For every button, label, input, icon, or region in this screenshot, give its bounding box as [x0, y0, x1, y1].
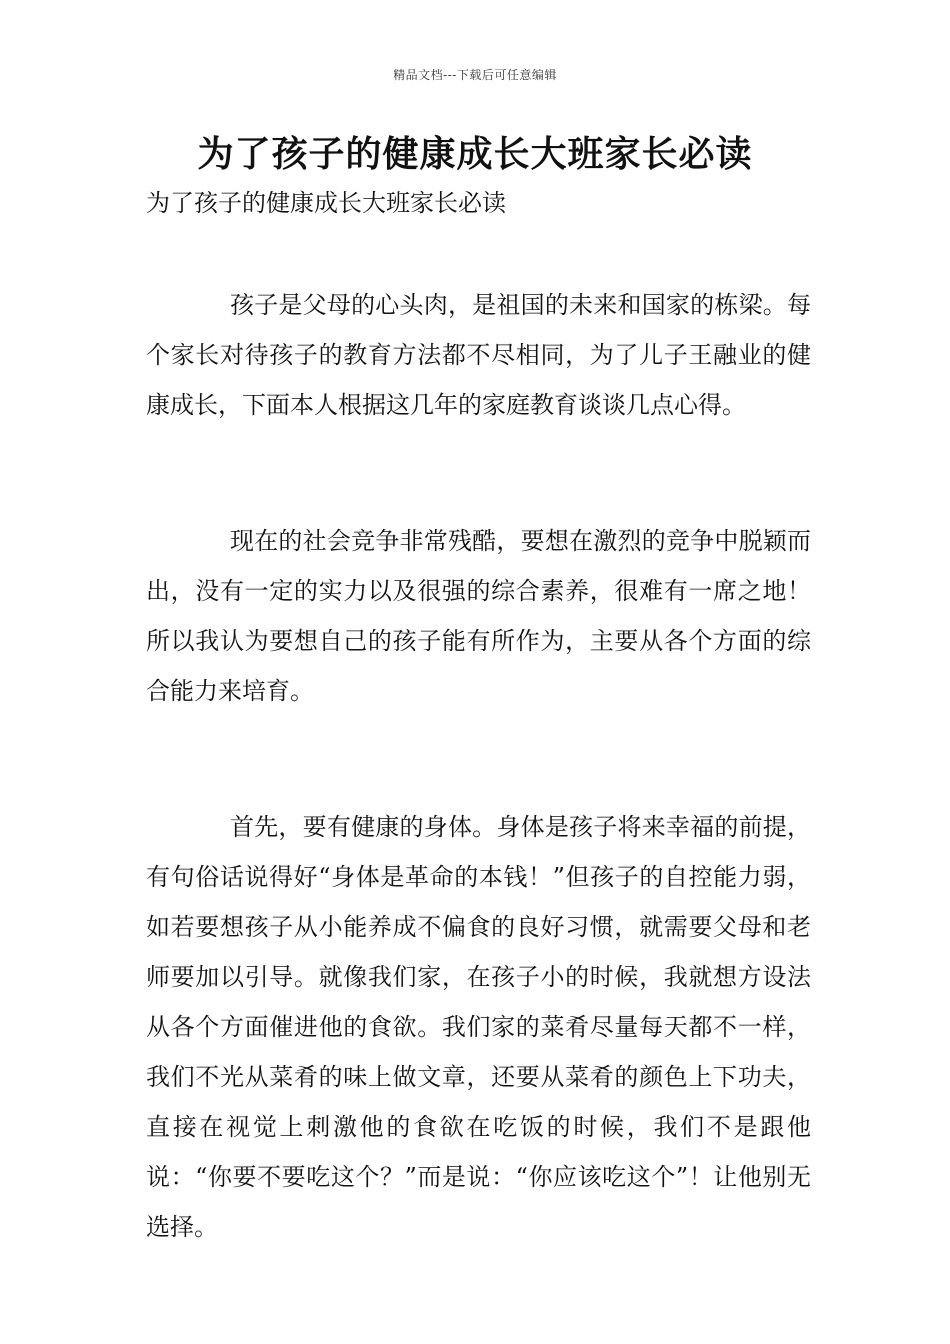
document-title: 为了孩子的健康成长大班家长必读: [197, 134, 753, 175]
page-header: 精品文档---下载后可任意编辑: [393, 68, 557, 82]
document-subtitle: 为了孩子的健康成长大班家长必读: [146, 189, 506, 217]
document-body: [146, 280, 811, 1252]
paragraph-2: 现在的社会竞争非常残酷，要想在激烈的竞争中脱颖而出，没有一定的实力以及很强的综合素养，很难有一席之地！所以我认为要想自己的孩子能有所作为，主要从各个方面的综合能力来培育。: [146, 527, 811, 705]
paragraph-1: 孩子是父母的心头肉，是祖国的未来和国家的栋梁。每个家长对待孩子的教育方法都不尽相同，为了儿子王融业的健康成长，下面本人根据这几年的家庭教育谈谈几点心得。: [146, 291, 811, 419]
paragraph-3: 首先，要有健康的身体。身体是孩子将来幸福的前提，有句俗话说得好“身体是革命的本钱！”但孩子的自控能力弱，如若要想孩子从小能养成不偏食的良好习惯，就需要父母和老师要加以引导。就像我们家，在孩子小的时候，我就想方设法从各个方面催进他的食欲。我们家的菜肴尽量每天都不一样，我们不光从菜肴的味上做文章，还要从菜肴的颜色上下功夫，直接在视觉上刺激他的食欲在吃饭的时候，我们不是跟他说：“你要不要吃这个？”而是说：“你应该吃这个”！让他别无选择。: [146, 813, 811, 1241]
